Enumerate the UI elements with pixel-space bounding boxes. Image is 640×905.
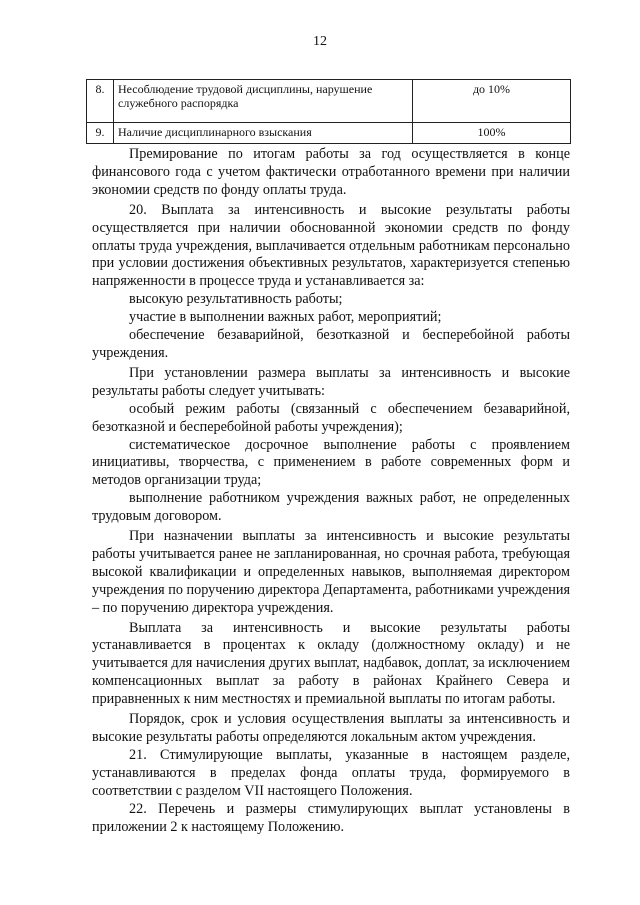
paragraph-20: 20. Выплата за интенсивность и высокие результаты работы осуществляется при наличии обоснованной экономии средств по фонду оплаты труда учреждения, выплачивается отдельным работникам персонально при условии достижения объективных результатов, характеризуется степенью напряженности в процессе труда и устанавливается за: [92,201,570,290]
table-row [87,123,571,144]
list-item: высокую результативность работы; [129,291,343,308]
criterion-cell: Наличие дисциплинарного взыскания [114,123,413,144]
list-item: выполнение работником учреждения важных работ, не определенных трудовым договором. [92,490,570,525]
list-item: обеспечение безаварийной, безотказной и бесперебойной работы учреждения. [92,327,570,361]
list-item: участие в выполнении важных работ, мероприятий; [129,309,442,326]
list-item: особый режим работы (связанный с обеспечением безаварийной, безотказной и бесперебойной работы учреждения); [92,400,570,435]
page-number: 12 [313,34,327,49]
table-row [87,80,571,123]
body-text [92,146,570,836]
row-number: 8. [87,80,114,123]
paragraph-procedure: Порядок, срок и условия осуществления выплаты за интенсивность и высокие результаты работы определяются локальным актом учреждения. [92,711,570,745]
paragraph-percent: Выплата за интенсивность и высокие результаты работы устанавливается в процентах к окладу (должностному окладу) и не учитывается для начисления других выплат, надбавок, доплат, за исключением компенсационных выплат за работу в районах Крайнего Севера и приравненных к ним местностях и премиальной выплаты по итогам работы. [92,619,570,708]
criterion-cell: Несоблюдение трудовой дисциплины, нарушение служебного распорядка [114,80,413,123]
paragraph-bonus-year: Премирование по итогам работы за год осуществляется в конце финансового года с учетом фактически отработанного времени при наличии экономии средств по фонду оплаты труда. [92,146,570,198]
paragraph-criteria-intro: При установлении размера выплаты за интенсивность и высокие результаты работы следует учитывать: [92,364,570,399]
value-cell: до 10% [413,80,571,123]
paragraph-assignment: При назначении выплаты за интенсивность и высокие результаты работы учитывается ранее не запланированная, но срочная работа, требующая высокой квалификации и определенных навыков, выполняемая директором учреждения по поручению директора Департамента, работниками учреждения – по поручению директора учреждения. [92,528,570,616]
row-number: 9. [87,123,114,144]
criteria-table [86,79,571,144]
list-item: систематическое досрочное выполнение работы с проявлением инициативы, творчества, с применением в работе современных форм и методов организации труда; [92,436,570,489]
paragraph-21: 21. Стимулирующие выплаты, указанные в настоящем разделе, устанавливаются в пределах фонда оплаты труда, формируемого в соответствии с разделом VII настоящего Положения. [92,746,570,799]
paragraph-22: 22. Перечень и размеры стимулирующих выплат установлены в приложении 2 к настоящему Положению. [92,800,570,835]
value-cell: 100% [413,123,571,144]
